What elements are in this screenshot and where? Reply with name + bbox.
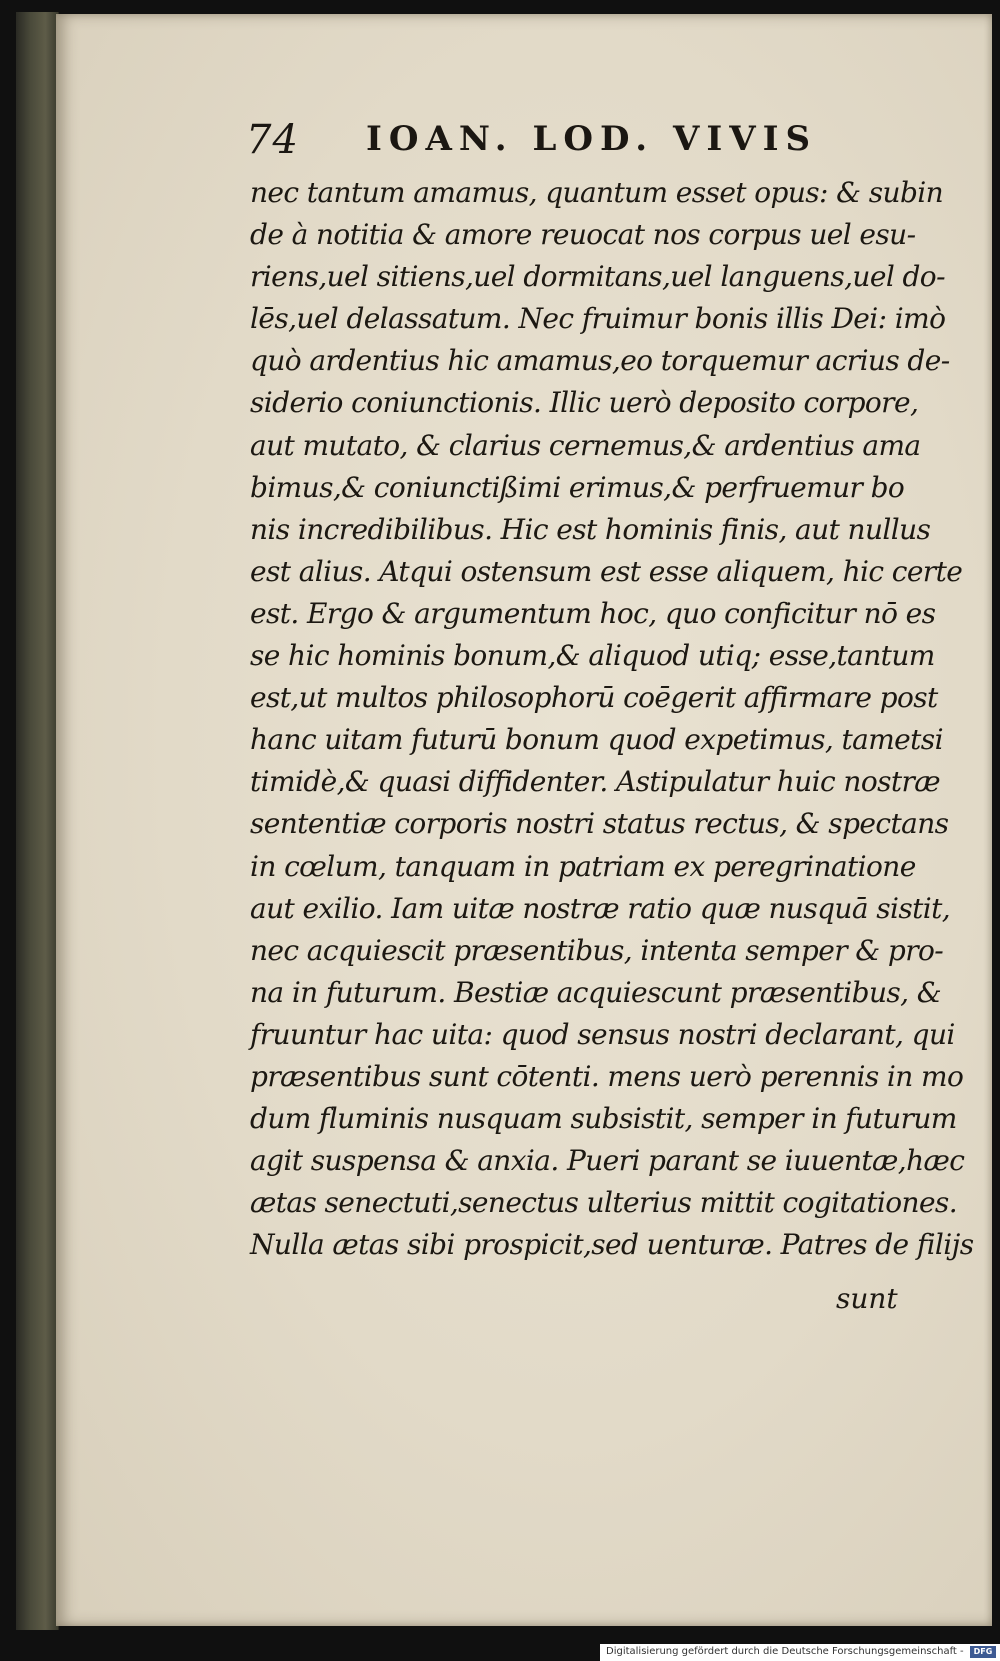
text-line: agit suspensa & anxia. Pueri parant se iuuentæ,hæc bbox=[250, 1144, 965, 1178]
text-line: in cœlum, tanquam in patriam ex peregrinatione bbox=[250, 849, 916, 883]
text-line: nec tantum amamus, quantum esset opus: & subin bbox=[250, 176, 944, 209]
page-header bbox=[246, 113, 866, 173]
running-head: IOAN. LOD. VIVIS bbox=[366, 119, 818, 159]
text-line: nis incredibilibus. Hic est hominis finis, aut nullus bbox=[250, 512, 931, 546]
text-line: est. Ergo & argumentum hoc, quo conficitur nō es bbox=[250, 596, 936, 630]
digitization-credit: Digitalisierung gefördert durch die Deutsche Forschungsgemeinschaft - bbox=[606, 1646, 964, 1657]
text-line: aut mutato, & clarius cernemus,& ardentius ama bbox=[250, 428, 921, 462]
body-text bbox=[250, 172, 974, 1266]
text-line: quò ardentius hic amamus,eo torquemur acrius de- bbox=[250, 344, 950, 378]
text-line: sententiæ corporis nostri status rectus, & spectans bbox=[250, 807, 949, 841]
text-line: aut exilio. Iam uitæ nostræ ratio quæ nusquā sistit, bbox=[250, 891, 951, 925]
text-line: est alius. Atqui ostensum est esse aliquem, hic certe bbox=[250, 554, 963, 588]
text-line: timidè,& quasi diffidenter. Astipulatur huic nostræ bbox=[250, 765, 941, 799]
text-line: præsentibus sunt cōtenti. mens uerò perennis in mo bbox=[250, 1059, 964, 1093]
text-line: dum fluminis nusquam subsistit, semper in futurum bbox=[250, 1102, 957, 1136]
text-line: se hic hominis bonum,& aliquod utiq; esse,tantum bbox=[250, 639, 935, 673]
text-line: nec acquiescit præsentibus, intenta semper & pro- bbox=[250, 933, 944, 967]
text-line: ætas senectuti,senectus ulterius mittit cogitationes. bbox=[250, 1186, 958, 1220]
text-line: hanc uitam futurū bonum quod expetimus, tametsi bbox=[250, 723, 943, 757]
text-line: Nulla ætas sibi prospicit,sed uenturæ. Patres de filijs bbox=[250, 1228, 974, 1262]
text-line: bimus,& coniunctißimi erimus,& perfruemur bo bbox=[250, 470, 905, 504]
text-line: fruuntur hac uita: quod sensus nostri declarant, qui bbox=[250, 1017, 955, 1051]
text-line: na in futurum. Bestiæ acquiescunt præsentibus, & bbox=[250, 975, 942, 1009]
text-line: de à notitia & amore reuocat nos corpus uel esu- bbox=[250, 218, 916, 252]
text-line: riens,uel sitiens,uel dormitans,uel languens,uel do- bbox=[250, 260, 945, 294]
text-line: lēs,uel delassatum. Nec fruimur bonis illis Dei: imò bbox=[250, 302, 946, 336]
page-number: 74 bbox=[246, 117, 299, 163]
text-line: siderio coniunctionis. Illic uerò deposito corpore, bbox=[250, 386, 919, 420]
book-binding-edge bbox=[16, 12, 59, 1630]
digitization-footer bbox=[600, 1644, 1000, 1661]
catchword: sunt bbox=[836, 1282, 898, 1315]
text-line: est,ut multos philosophorū coēgerit affirmare post bbox=[250, 681, 938, 715]
dfg-logo-icon: DFG bbox=[970, 1646, 996, 1658]
